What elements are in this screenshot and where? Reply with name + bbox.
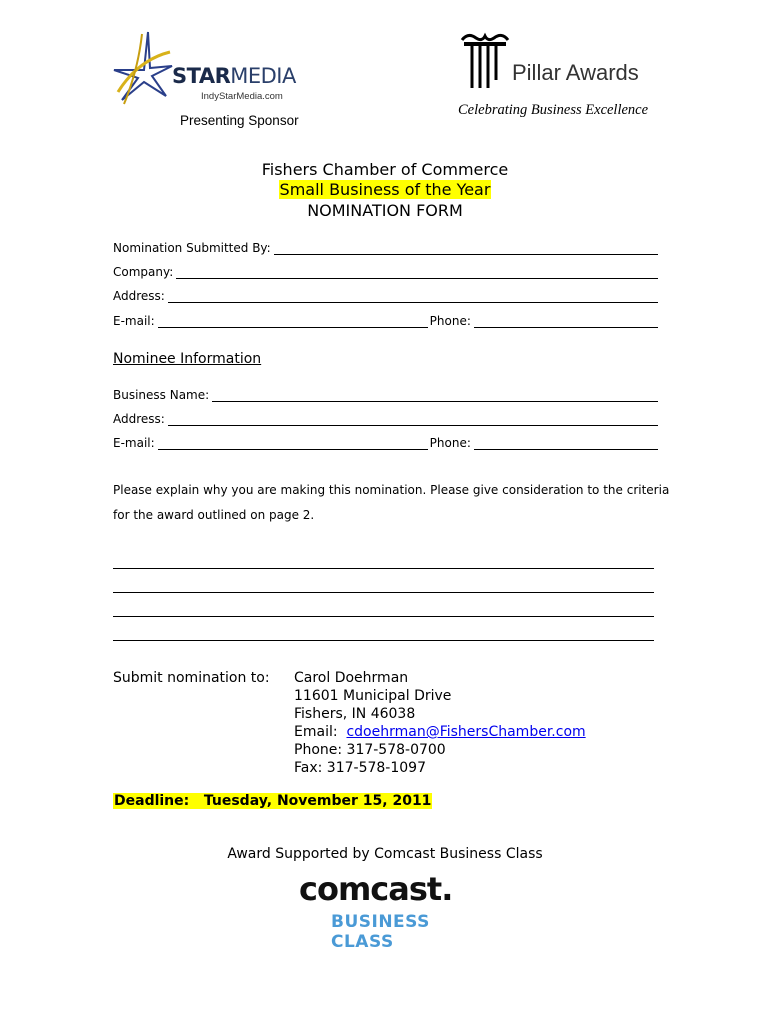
nominee-phone-line[interactable]	[474, 437, 658, 450]
deadline-wrap	[113, 793, 432, 809]
pillar-awards-logo	[460, 30, 660, 90]
deadline: Deadline: Tuesday, November 15, 2011	[114, 793, 432, 809]
contact-email-link[interactable]: cdoehrman@FishersChamber.com	[346, 724, 586, 740]
pillar-awards-text: Pillar Awards	[512, 60, 639, 85]
pillar-tagline: Celebrating Business Excellence	[458, 102, 649, 118]
email-label: E-mail:	[113, 314, 155, 328]
address-label: Address:	[113, 289, 165, 303]
field-nominee-email-phone[interactable]	[113, 434, 658, 450]
contact-street: 11601 Municipal Drive	[294, 688, 452, 704]
company-label: Company:	[113, 265, 174, 279]
field-nominee-address[interactable]	[113, 410, 658, 426]
field-company[interactable]	[113, 263, 658, 279]
explanation-line-2: for the award outlined on page 2.	[113, 508, 315, 522]
title-chamber: Fishers Chamber of Commerce	[261, 160, 509, 179]
field-email-phone[interactable]	[113, 312, 658, 328]
contact-email-label: Email:	[294, 724, 338, 740]
nominee-address-line[interactable]	[168, 413, 658, 426]
nominee-email-label: E-mail:	[113, 436, 155, 450]
address-line[interactable]	[168, 290, 658, 303]
submit-label: Submit nomination to:	[113, 670, 270, 686]
field-business-name[interactable]	[113, 386, 658, 402]
answer-line[interactable]	[113, 568, 654, 569]
business-name-label: Business Name:	[113, 388, 210, 402]
starmedia-url: IndyStarMedia.com	[201, 91, 283, 102]
nominee-address-label: Address:	[113, 412, 165, 426]
nominee-email-line[interactable]	[158, 437, 428, 450]
answer-line[interactable]	[113, 616, 654, 617]
phone-line[interactable]	[474, 315, 658, 328]
contact-phone: Phone: 317-578-0700	[294, 742, 446, 758]
award-supported: Award Supported by Comcast Business Class	[227, 846, 543, 862]
company-line[interactable]	[176, 266, 658, 279]
starmedia-logo-media: MEDIA	[230, 64, 296, 88]
nominee-section-title: Nominee Information	[113, 351, 262, 367]
field-submitted-by[interactable]	[113, 239, 658, 255]
presenting-sponsor-caption: Presenting Sponsor	[180, 113, 299, 128]
field-address[interactable]	[113, 287, 658, 303]
contact-fax: Fax: 317-578-1097	[294, 760, 426, 776]
phone-label: Phone:	[429, 314, 471, 328]
business-class-text: BUSINESS CLASS	[331, 912, 430, 952]
pillar-column-icon	[460, 30, 510, 92]
title-award-wrap	[0, 180, 770, 200]
submitted-by-label: Nomination Submitted By:	[113, 241, 271, 255]
business-name-line[interactable]	[212, 389, 658, 402]
email-line[interactable]	[158, 315, 428, 328]
answer-line[interactable]	[113, 592, 654, 593]
title-form: NOMINATION FORM	[307, 201, 463, 220]
explanation-line-1: Please explain why you are making this nomination. Please give consideration to the criteria	[113, 483, 670, 497]
answer-line[interactable]	[113, 640, 654, 641]
starmedia-logo-star: STAR	[172, 64, 231, 88]
comcast-logo-text: comcast.	[299, 870, 453, 908]
starmedia-logo	[108, 30, 323, 110]
contact-email-row	[294, 723, 586, 741]
contact-name: Carol Doehrman	[294, 670, 409, 686]
submitted-by-line[interactable]	[274, 242, 658, 255]
nominee-phone-label: Phone:	[429, 436, 471, 450]
comcast-logo	[285, 870, 495, 952]
contact-city: Fishers, IN 46038	[294, 706, 416, 722]
title-award: Small Business of the Year	[279, 180, 491, 199]
star-icon	[108, 30, 178, 110]
